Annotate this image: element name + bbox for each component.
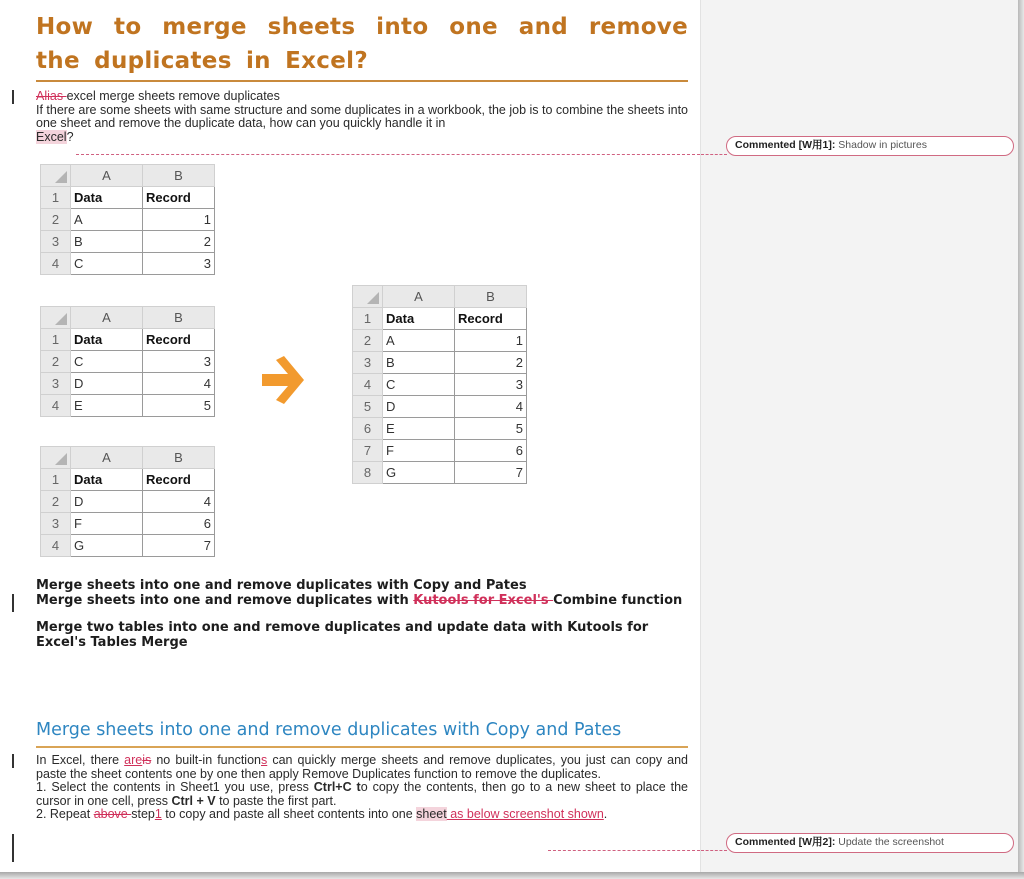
section-paragraph — [36, 754, 688, 781]
text-run: ? — [66, 129, 74, 144]
commented-text[interactable]: Excel — [36, 129, 67, 144]
table-cell: F — [71, 513, 143, 535]
change-bar — [12, 754, 14, 768]
row-number: 3 — [41, 373, 71, 395]
table-cell: Data — [383, 308, 455, 330]
text-run: can quickly merge sheets and remove duplicates, you just can copy and paste the sheet contents one by one then apply Remove Duplicates function to remove the duplicates. — [36, 753, 688, 781]
toc-item-combine[interactable] — [36, 593, 696, 608]
table-row — [353, 440, 527, 462]
row-number: 3 — [41, 231, 71, 253]
text-run: If there are some sheets with same structure and some duplicates in a workbook, the job is to combine the sheets into one sheet and remove the duplicate data, how can you quickly handle it in — [36, 102, 688, 130]
table-row — [41, 231, 215, 253]
table-row — [353, 462, 527, 484]
table-row — [41, 513, 215, 535]
table-cell: 1 — [143, 209, 215, 231]
row-number: 1 — [41, 329, 71, 351]
text-run: Shadow in pictures — [835, 139, 927, 151]
table-cell: Record — [143, 469, 215, 491]
bold-text: Commented [W用2]: — [735, 836, 836, 848]
table-cell: 6 — [143, 513, 215, 535]
table-row — [41, 469, 215, 491]
row-number: 1 — [41, 187, 71, 209]
excel-table-sheet3 — [40, 446, 215, 557]
row-number: 1 — [353, 308, 383, 330]
comment-connector — [701, 850, 727, 851]
select-all-corner — [353, 286, 383, 308]
intro-paragraph — [36, 104, 688, 145]
table-cell: B — [71, 231, 143, 253]
step-1 — [36, 781, 688, 808]
table-row — [353, 418, 527, 440]
table-row — [353, 396, 527, 418]
text-run: Combine function — [553, 593, 683, 608]
bold-text: Commented [W用1]: — [735, 139, 836, 151]
table-cell: Record — [143, 329, 215, 351]
text-run: o copy the contents, then go to a new sheet to place the cursor in one cell, press — [36, 780, 688, 808]
row-number: 4 — [41, 535, 71, 557]
text-run: . — [603, 807, 608, 821]
table-cell: B — [383, 352, 455, 374]
section-divider — [36, 746, 688, 748]
table-cell: G — [383, 462, 455, 484]
deleted-text: is — [142, 753, 152, 767]
row-number: 8 — [353, 462, 383, 484]
table-cell: 3 — [143, 253, 215, 275]
table-cell: 2 — [455, 352, 527, 374]
toc-item-copy-paste[interactable]: Merge sheets into one and remove duplicates with Copy and Pates — [36, 578, 527, 593]
column-header: A — [71, 165, 143, 187]
text-run: no built-in function — [151, 753, 261, 767]
table-row — [353, 308, 527, 330]
excel-table-sheet1 — [40, 164, 215, 275]
table-cell: 4 — [143, 491, 215, 513]
table-cell: 4 — [455, 396, 527, 418]
text-run: In Excel, there — [36, 753, 125, 767]
excel-table-sheet2 — [40, 306, 215, 417]
table-cell: G — [71, 535, 143, 557]
section-body — [36, 754, 688, 822]
deleted-text: Alias — [36, 89, 67, 103]
page-shadow-bottom — [0, 872, 1024, 879]
row-number: 6 — [353, 418, 383, 440]
table-row — [41, 373, 215, 395]
row-number: 7 — [353, 440, 383, 462]
column-header: A — [383, 286, 455, 308]
table-cell: 4 — [143, 373, 215, 395]
table-cell: C — [71, 351, 143, 373]
column-header: B — [143, 447, 215, 469]
inserted-text: are — [124, 753, 143, 767]
table-cell: 3 — [143, 351, 215, 373]
row-number: 1 — [41, 469, 71, 491]
text-run: Merge sheets into one and remove duplicates with — [36, 593, 414, 608]
inserted-text: s — [261, 753, 268, 767]
table-cell: Data — [71, 187, 143, 209]
table-row — [41, 253, 215, 275]
table-cell: 3 — [455, 374, 527, 396]
table-cell: Record — [143, 187, 215, 209]
alias-line — [36, 90, 688, 104]
column-header: B — [143, 307, 215, 329]
change-bar — [12, 90, 14, 104]
table-cell: F — [383, 440, 455, 462]
toc-item-tables-merge[interactable]: Merge two tables into one and remove duplicates and update data with Kutools for Excel's Tables Merge — [36, 620, 649, 650]
table-cell: Data — [71, 329, 143, 351]
comment-connector — [548, 850, 700, 851]
column-header: A — [71, 447, 143, 469]
table-cell: 7 — [143, 535, 215, 557]
row-number: 3 — [41, 513, 71, 535]
table-cell: 2 — [143, 231, 215, 253]
table-cell: 5 — [455, 418, 527, 440]
table-cell: Data — [71, 469, 143, 491]
column-header: B — [143, 165, 215, 187]
excel-table-merged-result — [352, 285, 527, 484]
comment-connector — [701, 154, 727, 155]
table-cell: 5 — [143, 395, 215, 417]
row-number: 5 — [353, 396, 383, 418]
table-row — [41, 209, 215, 231]
page-title: How to merge sheets into one and remove the duplicates in Excel? — [36, 14, 688, 74]
table-cell: D — [71, 491, 143, 513]
comment-margin-pane — [700, 0, 1018, 872]
table-cell: 1 — [455, 330, 527, 352]
table-row — [41, 329, 215, 351]
text-run: 1. Select the contents in Sheet1 you use, press — [36, 780, 314, 794]
row-number: 2 — [41, 351, 71, 373]
table-row — [353, 374, 527, 396]
text-run: 2. Repeat — [36, 807, 94, 821]
table-cell: D — [383, 396, 455, 418]
inserted-text: as below screenshot shown — [446, 807, 604, 821]
table-row — [41, 535, 215, 557]
table-cell: C — [383, 374, 455, 396]
row-number: 3 — [353, 352, 383, 374]
comment-balloon-1[interactable] — [726, 136, 1014, 156]
text-run: Update the screenshot — [835, 836, 944, 848]
step-2 — [36, 808, 688, 822]
deleted-text: above — [93, 807, 132, 821]
row-number: 2 — [41, 209, 71, 231]
select-all-corner — [41, 165, 71, 187]
table-cell: 7 — [455, 462, 527, 484]
change-bar — [12, 594, 14, 612]
select-all-corner — [41, 307, 71, 329]
alias-text: excel merge sheets remove duplicates — [66, 89, 280, 103]
row-number: 4 — [41, 253, 71, 275]
arrow-right-icon — [258, 352, 308, 408]
text-run: to paste the first part. — [215, 793, 337, 808]
page-shadow-right — [1018, 0, 1024, 879]
commented-text[interactable]: sheet — [416, 807, 447, 821]
row-number: 4 — [353, 374, 383, 396]
table-cell: C — [71, 253, 143, 275]
text-run: step — [131, 807, 155, 821]
row-number: 2 — [353, 330, 383, 352]
column-header: B — [455, 286, 527, 308]
table-cell: A — [71, 209, 143, 231]
change-bar — [12, 834, 14, 862]
table-cell: D — [71, 373, 143, 395]
table-row — [41, 491, 215, 513]
table-row — [353, 352, 527, 374]
row-number: 4 — [41, 395, 71, 417]
title-divider — [36, 80, 688, 82]
comment-balloon-2[interactable] — [726, 833, 1014, 853]
table-cell: E — [71, 395, 143, 417]
comment-connector — [76, 154, 700, 155]
column-header: A — [71, 307, 143, 329]
table-row — [41, 351, 215, 373]
bold-text: Ctrl + V — [171, 793, 216, 808]
table-row — [353, 330, 527, 352]
section-heading: Merge sheets into one and remove duplicates with Copy and Pates — [36, 720, 622, 740]
table-cell: E — [383, 418, 455, 440]
table-cell: 6 — [455, 440, 527, 462]
row-number: 2 — [41, 491, 71, 513]
table-row — [41, 187, 215, 209]
intro-block — [36, 90, 688, 144]
table-cell: Record — [455, 308, 527, 330]
deleted-text: Kutools for Excel's — [413, 593, 554, 608]
text-run: to copy and paste all sheet contents into one — [161, 807, 417, 821]
table-cell: A — [383, 330, 455, 352]
select-all-corner — [41, 447, 71, 469]
bold-text: Ctrl+C t — [313, 780, 361, 794]
inserted-text: 1 — [154, 807, 162, 821]
table-row — [41, 395, 215, 417]
